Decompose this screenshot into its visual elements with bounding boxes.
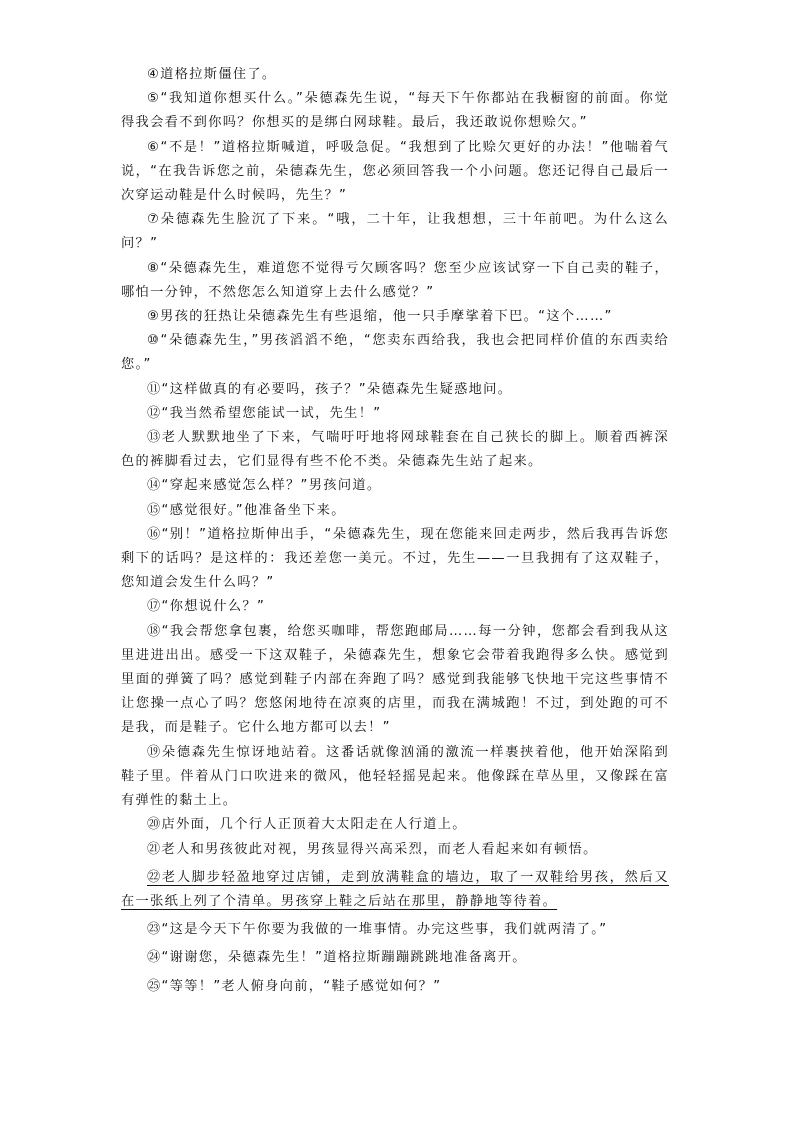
paragraph-11: ⑪“这样做真的有必要吗，孩子？”朵德森先生疑惑地问。 <box>147 381 513 397</box>
paragraph-4: ④道格拉斯僵住了。 <box>147 67 277 82</box>
paragraph-12: ⑫“我当然希望您能试一试，先生！” <box>147 405 382 421</box>
paragraph-14: ⑭“穿起来感觉怎么样？”男孩问道。 <box>147 478 382 494</box>
paragraph-24: ㉔“谢谢您，朵德森先生！”道格拉斯蹦蹦跳跳地准备离开。 <box>147 950 527 966</box>
paragraph-7: ⑦朵德森先生脸沉了下来。“哦，二十年，让我想想，三十年前吧。为什么这么问？” <box>121 212 669 252</box>
paragraph-21: ㉑老人和男孩彼此对视，男孩显得兴高采烈，而老人看起来如有顿悟。 <box>147 841 598 857</box>
paragraph-19: ⑲朵德森先生惊讶地站着。这番话就像汹涌的激流一样裹挟着他，他开始深陷到鞋子里。伴着从门口吹进来的微风，他轻轻摇晃起来。他像踩在草丛里，又像踩在富有弹性的黏土上。 <box>121 744 669 809</box>
paragraph-18: ⑱“我会帮您拿包裹，给您买咖啡，帮您跑邮局……每一分钟，您都会看到我从这里进进出出。感受一下这双鞋子，朵德森先生，想象它会带着我跑得多么快。感觉到里面的弹簧了吗？感觉到鞋子内部在奔跑了吗？感觉到我能够飞快地干完这些事情不让您操一点心了吗？您悠闲地待在凉爽的店里，而我在满城跑！不过，到处跑的可不是我，而是鞋子。它什么地方都可以去！” <box>121 623 669 736</box>
paragraph-9: ⑨男孩的狂热让朵德森先生有些退缩，他一只手摩挲着下巴。“这个……” <box>147 309 613 325</box>
paragraph-5: ⑤“我知道你想买什么。”朵德森先生说，“每天下午你都站在我橱窗的前面。你觉得我会看不到你吗？你想买的是绑白网球鞋。最后，我还敢说你想赊欠。” <box>121 91 669 131</box>
paragraph-13: ⑬老人默默地坐了下来，气喘吁吁地将网球鞋套在自己狭长的脚上。顺着西裤深色的裤脚看过去，它们显得有些不伦不类。朵德森先生站了起来。 <box>121 430 669 470</box>
paragraph-22-underlined: ㉒老人脚步轻盈地穿过店铺，走到放满鞋盒的墙边，取了一双鞋给男孩，然后又在一张纸上列了个清单。男孩穿上鞋之后站在那里，静静地等待着。 <box>121 869 669 909</box>
paragraph-8: ⑧“朵德森先生，难道您不觉得亏欠顾客吗？您至少应该试穿一下自己卖的鞋子，哪怕一分钟，不然您怎么知道穿上去什么感觉？” <box>121 260 669 300</box>
paragraph-6: ⑥“不是！”道格拉斯喊道，呼吸急促。“我想到了比赊欠更好的办法！”他喘着气说，“在我告诉您之前，朵德森先生，您必须回答我一个小问题。您还记得自己最后一次穿运动鞋是什么时候吗，先生？” <box>121 139 669 204</box>
paragraph-23: ㉓“这是今天下午你要为我做的一堆事情。办完这些事，我们就两清了。” <box>147 922 608 938</box>
paragraph-17: ⑰“你想说什么？” <box>147 599 266 615</box>
paragraph-16: ⑯“别！”道格拉斯伸出手，“朵德森先生，现在您能来回走两步，然后我再告诉您剩下的话吗？是这样的：我还差您一美元。不过，先生——一旦我拥有了这双鞋子，您知道会发生什么吗？” <box>121 526 669 591</box>
paragraph-15: ⑮“感觉很好。”他准备坐下来。 <box>147 502 346 518</box>
paragraph-25: ㉕“等等！”老人俯身向前，“鞋子感觉如何？” <box>147 978 442 994</box>
paragraph-10: ⑩“朵德森先生，”男孩滔滔不绝，“您卖东西给我，我也会把同样价值的东西卖给您。” <box>121 333 669 373</box>
paragraph-20: ⑳店外面，几个行人正顶着大太阳走在人行道上。 <box>147 817 467 833</box>
story-text <box>121 63 669 999</box>
